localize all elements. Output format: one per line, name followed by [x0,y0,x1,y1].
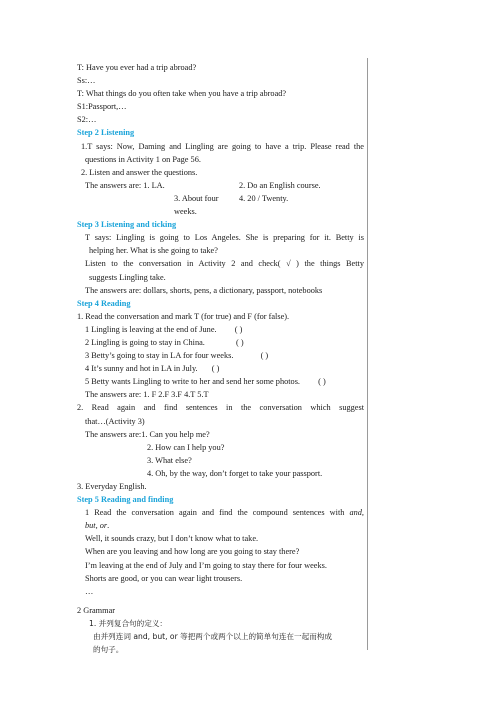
warmup-line-2: Ss:… [77,76,96,86]
step2-answer-4: 4. 20 / Twenty. [239,193,289,203]
step3-heading: Step 3 Listening and ticking [77,220,177,230]
step5-instruction-line1: 1 Read the conversation again and find the compound sentences with and, [85,508,364,518]
step2-answers-row1 [77,179,364,192]
statement-2 [77,336,364,349]
step3-line1: T says: Lingling is going to Los Angeles. She is preparing for it. Betty is [85,233,364,243]
statement-3-text: 3 Betty’s going to stay in LA for four weeks. [85,351,234,361]
grammar-definition-line1: 由并列连词 and, but, or 等把两个或两个以上的简单句连在一起而构成 [93,632,332,642]
step4-question2-line2: that…(Activity 3) [85,416,145,426]
statement-5-text: 5 Betty wants Lingling to write to her and send her some photos. [85,377,300,387]
step2-para1-line1: 1.T says: Now, Daming and Lingling are going to have a trip. Please read the [81,141,364,151]
statement-2-text: 2 Lingling is going to stay in China. [85,337,205,347]
step5-instruction-line2: but, or. [85,521,110,531]
statement-1-blank[interactable]: ( ) [234,324,243,334]
compound-sentence-1: Well, it sounds crazy, but I don’t know what to take. [85,534,259,544]
statement-3 [77,349,364,362]
statement-4-text: 4 It’s sunny and hot in LA in July. [85,364,198,374]
compound-sentence-4: Shorts are good, or you can wear light trousers. [85,573,243,583]
grammar-definition-title: 1. 并列复合句的定义： [89,618,168,628]
statement-1-text: 1 Lingling is leaving at the end of June. [85,324,217,334]
statement-4-blank[interactable]: ( ) [211,364,220,374]
compound-sentence-2: When are you leaving and how long are you going to stay there? [85,547,300,557]
statement-5 [77,375,364,388]
warmup-line-1: T: Have you ever had a trip abroad? [77,63,197,72]
warmup-line-4: S1:Passport,… [77,102,127,112]
statement-4 [77,362,364,375]
statement-5-blank[interactable]: ( ) [318,377,326,387]
step5-heading: Step 5 Reading and finding [77,495,174,505]
warmup-line-5: S2:… [77,115,97,125]
step4-answers2-4: 4. Oh, by the way, don’t forget to take your passport. [147,468,323,478]
step3-answers: The answers are: dollars, shorts, pens, a dictionary, passport, notebooks [85,285,323,295]
step4-answers2-3: 3. What else? [147,455,192,465]
step4-heading: Step 4 Reading [77,298,131,308]
step2-answers-row2 [77,192,364,218]
right-margin-rule [367,58,368,650]
step2-answer-3: 3. About four weeks. [174,193,219,217]
step4-question2-line1: 2. Read again and find sentences in the conversation which suggest [77,403,364,413]
step4-answers2-1: The answers are:1. Can you help me? [85,429,210,439]
compound-sentence-3: I’m leaving at the end of July and I’m going to stay there for four weeks. [85,560,327,570]
step3-line2: helping her. What is she going to take? [89,246,218,256]
step4-answers2-2: 2. How can I help you? [147,442,225,452]
warmup-line-3: T: What things do you often take when you have a trip abroad? [77,89,287,99]
lesson-plan-page [77,61,364,656]
step3-line3: Listen to the conversation in Activity 2 and check( √ ) the things Betty [85,259,364,269]
statement-1 [77,323,364,336]
statement-2-blank[interactable]: ( ) [236,337,244,347]
step2-para2: 2. Listen and answer the questions. [81,167,198,177]
grammar-definition-line2: 的句子。 [93,645,124,655]
ellipsis-line: … [85,586,94,596]
step4-question3: 3. Everyday English. [77,482,147,491]
step4-answers1: The answers are: 1. F 2.F 3.F 4.T 5.T [85,390,209,400]
statement-3-blank[interactable]: ( ) [260,351,269,361]
step2-answer-2: 2. Do an English course. [239,180,321,190]
step2-para1-line2: questions in Activity 1 on Page 56. [85,154,201,164]
step4-question1: 1. Read the conversation and mark T (for true) and F (for false). [77,311,290,321]
step3-line4: suggests Lingling take. [89,272,166,282]
grammar-heading: 2 Grammar [77,605,116,615]
step2-answer-1: The answers are: 1. LA. [85,180,165,190]
step2-heading: Step 2 Listening [77,128,135,138]
